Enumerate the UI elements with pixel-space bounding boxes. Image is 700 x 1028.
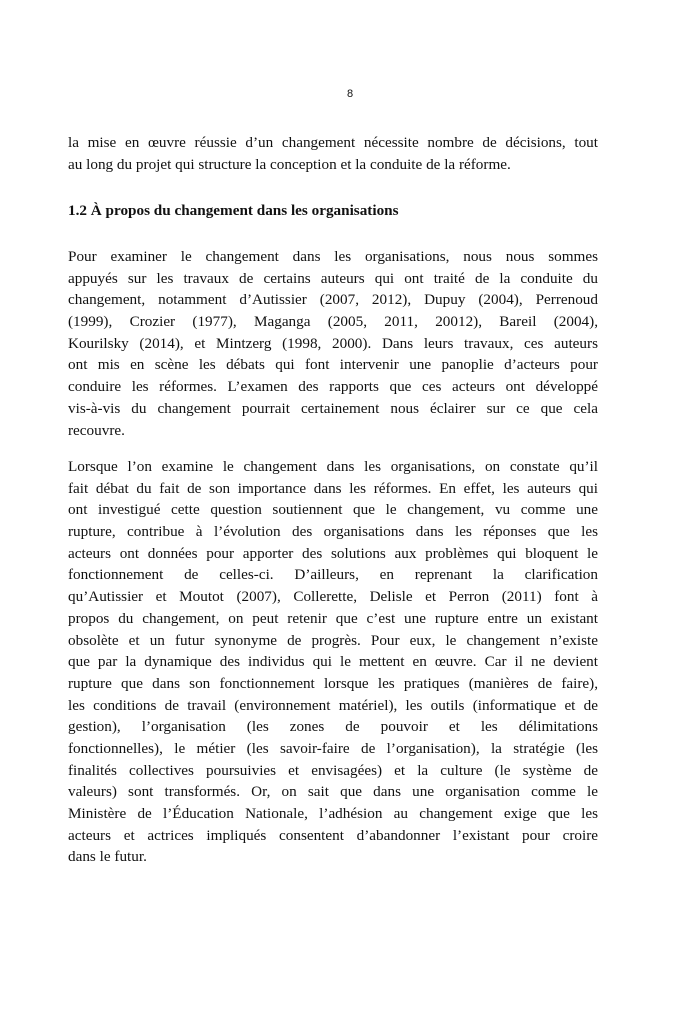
paragraph-1 [68, 246, 598, 441]
text-line: fonctionnelles), le métier (les savoir-faire de l’organisation), la stratégie (les [68, 739, 598, 757]
text-line: recouvre. [68, 421, 125, 439]
text-line: acteurs ont données pour apporter des solutions aux problèmes qui bloquent le [68, 544, 598, 562]
text-line: appuyés sur les travaux de certains auteurs qui ont traité de la conduite du [68, 269, 598, 287]
text-line: qu’Autissier et Moutot (2007), Collerette, Delisle et Perron (2011) font à [68, 588, 598, 606]
text-line: fonctionnement de celles-ci. D’ailleurs, en reprenant la clarification [68, 566, 598, 584]
section-heading: 1.2 À propos du changement dans les organisations [68, 202, 399, 219]
text-line: Lorsque l’on examine le changement dans les organisations, on constate qu’il [68, 458, 598, 475]
text-line: la mise en œuvre réussie d’un changement nécessite nombre de décisions, tout [68, 134, 598, 151]
text-line: Pour examiner le changement dans les organisations, nous nous sommes [68, 248, 598, 265]
text-line: rupture, contribue à l’évolution des organisations dans les réponses que les [68, 523, 598, 541]
text-line: valeurs) sont transformés. Or, on sait que dans une organisation comme le [68, 783, 598, 801]
text-line: acteurs et actrices impliqués consentent d’abandonner l’existant pour croire [68, 826, 598, 844]
text-line: ont investigué cette question soutiennent que le changement, vu comme une [68, 501, 598, 519]
intro-paragraph [68, 132, 598, 175]
text-line: (1999), Crozier (1977), Maganga (2005, 2011, 20012), Bareil (2004), [68, 313, 598, 331]
paragraph-2 [68, 456, 598, 868]
text-line: obsolète et un futur synonyme de progrès. Pour eux, le changement n’existe [68, 631, 598, 649]
text-line: fait débat du fait de son importance dans les réformes. En effet, les auteurs qui [68, 479, 598, 497]
text-line: dans le futur. [68, 848, 147, 866]
text-line: gestion), l’organisation (les zones de pouvoir et les délimitations [68, 718, 598, 736]
text-line: conduire les réformes. L’examen des rapports que ces acteurs ont développé [68, 378, 598, 396]
text-line: rupture que dans son fonctionnement lorsque les pratiques (manières de faire), [68, 674, 598, 692]
text-line: propos du changement, on peut retenir que c’est une rupture entre un existant [68, 609, 598, 627]
text-line: au long du projet qui structure la conception et la conduite de la réforme. [68, 155, 511, 173]
text-line: changement, notamment d’Autissier (2007, 2012), Dupuy (2004), Perrenoud [68, 291, 598, 309]
text-line: Ministère de l’Éducation Nationale, l’adhésion au changement exige que les [68, 805, 598, 822]
text-line: finalités collectives poursuivies et envisagées) et la culture (le système de [68, 761, 598, 779]
text-line: vis-à-vis du changement pourrait certainement nous éclairer sur ce que cela [68, 399, 598, 417]
text-line: ont mis en scène les débats qui font intervenir une panoplie d’acteurs pour [68, 356, 598, 374]
text-line: les conditions de travail (environnement matériel), les outils (informatique et de [68, 696, 598, 714]
text-line: Kourilsky (2014), et Mintzerg (1998, 2000). Dans leurs travaux, ces auteurs [68, 334, 598, 352]
text-line: que par la dynamique des individus qui le mettent en œuvre. Car il ne devient [68, 653, 598, 671]
page-number: 8 [346, 88, 354, 100]
